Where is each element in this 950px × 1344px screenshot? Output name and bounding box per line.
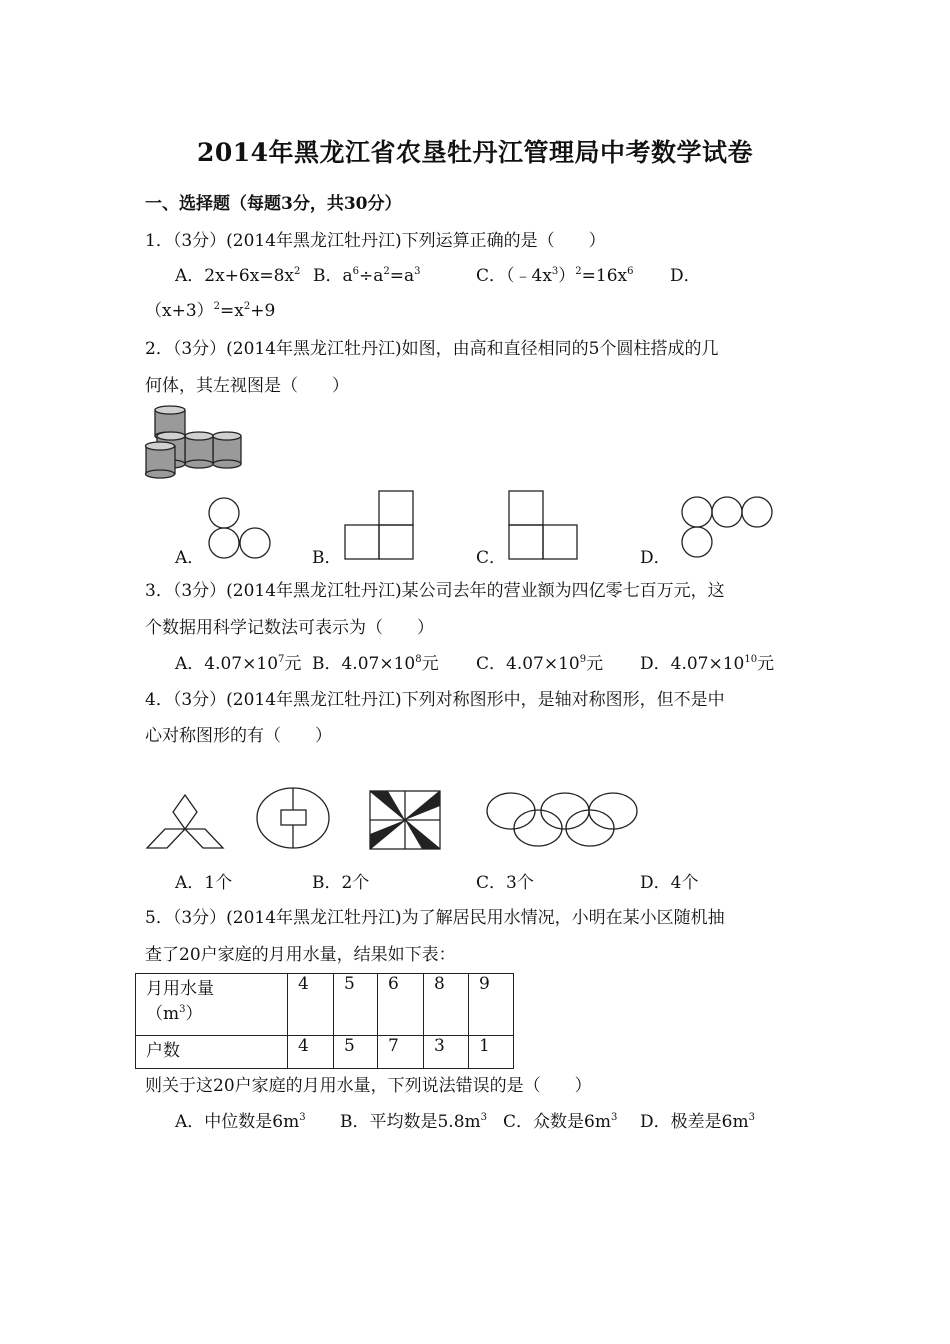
q5-stem-line2: 查了20户家庭的月用水量，结果如下表： <box>145 945 456 965</box>
q4-option-c: C．3个 <box>476 873 534 893</box>
q5-option-d: D．极差是$6m^3$ <box>640 1112 755 1132</box>
q2-option-c: C． <box>476 548 507 568</box>
mitsubishi-shape-figure <box>144 790 229 855</box>
q3-option-a: A．$4.07\times 10^7$元 <box>175 654 302 674</box>
q2-option-b-figure <box>343 490 418 562</box>
table-unit: $(m^3)$ <box>146 1004 203 1024</box>
q2-option-a-figure <box>205 497 275 562</box>
q1-option-d-label: D． <box>670 266 701 286</box>
table-cell: 6 <box>378 974 424 1036</box>
q2-stem-line2: 何体，其左视图是（ ） <box>145 376 349 396</box>
q4-option-b: B．2个 <box>312 873 370 893</box>
water-usage-table <box>135 973 514 1069</box>
table-cell: 4 <box>288 974 334 1036</box>
q4-stem-line1: 4．（3分）(2014年黑龙江牡丹江)下列对称图形中，是轴对称图形，但不是中 <box>145 690 725 710</box>
q5-option-b: B．平均数是$5.8m^3$ <box>340 1112 488 1132</box>
q3-option-c: C．$4.07\times 10^9$元 <box>476 654 604 674</box>
q5-stem-line1: 5．（3分）(2014年黑龙江牡丹江)为了解居民用水情况，小明在某小区随机抽 <box>145 908 725 928</box>
q5-option-a: A．中位数是$6m^3$ <box>175 1112 306 1132</box>
q2-stem-line1: 2．（3分）(2014年黑龙江牡丹江)如图，由高和直径相同的5个圆柱搭成的几 <box>145 339 719 359</box>
table-cell: 8 <box>424 974 469 1036</box>
q5-option-c: C．众数是$6m^3$ <box>503 1112 618 1132</box>
q1-stem: 1．（3分）(2014年黑龙江牡丹江)下列运算正确的是（ ） <box>145 231 606 251</box>
table-cell: 4 <box>288 1036 334 1069</box>
q2-option-d-figure <box>680 495 780 560</box>
q1-option-b: B．$a^6\div a^2=a^3$ <box>313 266 421 286</box>
table-cell: 5 <box>334 974 378 1036</box>
q1-option-a: A．$2x+6x=8x^2$ <box>175 266 301 286</box>
q4-option-d: D．4个 <box>640 873 699 893</box>
table-cell: 5 <box>334 1036 378 1069</box>
table-cell: 7 <box>378 1036 424 1069</box>
table-cell: 9 <box>469 974 514 1036</box>
table-row <box>136 974 514 1036</box>
q2-option-b: B． <box>312 548 342 568</box>
pinwheel-shape-figure <box>366 788 446 853</box>
cylinder-solid-figure <box>140 403 250 483</box>
q3-stem-line2: 个数据用科学记数法可表示为（ ） <box>145 618 434 638</box>
table-cell: 3 <box>424 1036 469 1069</box>
q3-stem-line1: 3．（3分）(2014年黑龙江牡丹江)某公司去年的营业额为四亿零七百万元，这 <box>145 581 725 601</box>
q1-option-c: C．$(﹣4x^3)^2=16x^6$ <box>476 266 634 286</box>
coin-shape-figure <box>256 786 336 851</box>
q2-option-d: D． <box>640 548 671 568</box>
q2-option-c-figure <box>507 490 582 562</box>
q1-option-d: $(x+3)^2=x^2+9$ <box>145 301 276 321</box>
q4-stem-line2: 心对称图形的有（ ） <box>145 726 332 746</box>
table-cell-header: 户数 <box>136 1036 288 1069</box>
q4-option-a: A．1个 <box>175 873 233 893</box>
table-cell-header: 月用水量 $(m^3)$ <box>136 974 288 1036</box>
section-heading: 一、选择题（每题3分，共30分） <box>145 194 402 214</box>
page-title: 2014年黑龙江省农垦牡丹江管理局中考数学试卷 <box>196 138 754 167</box>
q3-option-b: B．$4.07\times 10^8$元 <box>312 654 439 674</box>
q5-stem-line3: 则关于这20户家庭的月用水量，下列说法错误的是（ ） <box>145 1076 592 1096</box>
q2-option-a: A． <box>175 548 205 568</box>
table-row <box>136 1036 514 1069</box>
q3-option-d: D．$4.07\times 10^{10}$元 <box>640 654 775 674</box>
olympic-rings-figure <box>484 788 644 853</box>
table-cell: 1 <box>469 1036 514 1069</box>
